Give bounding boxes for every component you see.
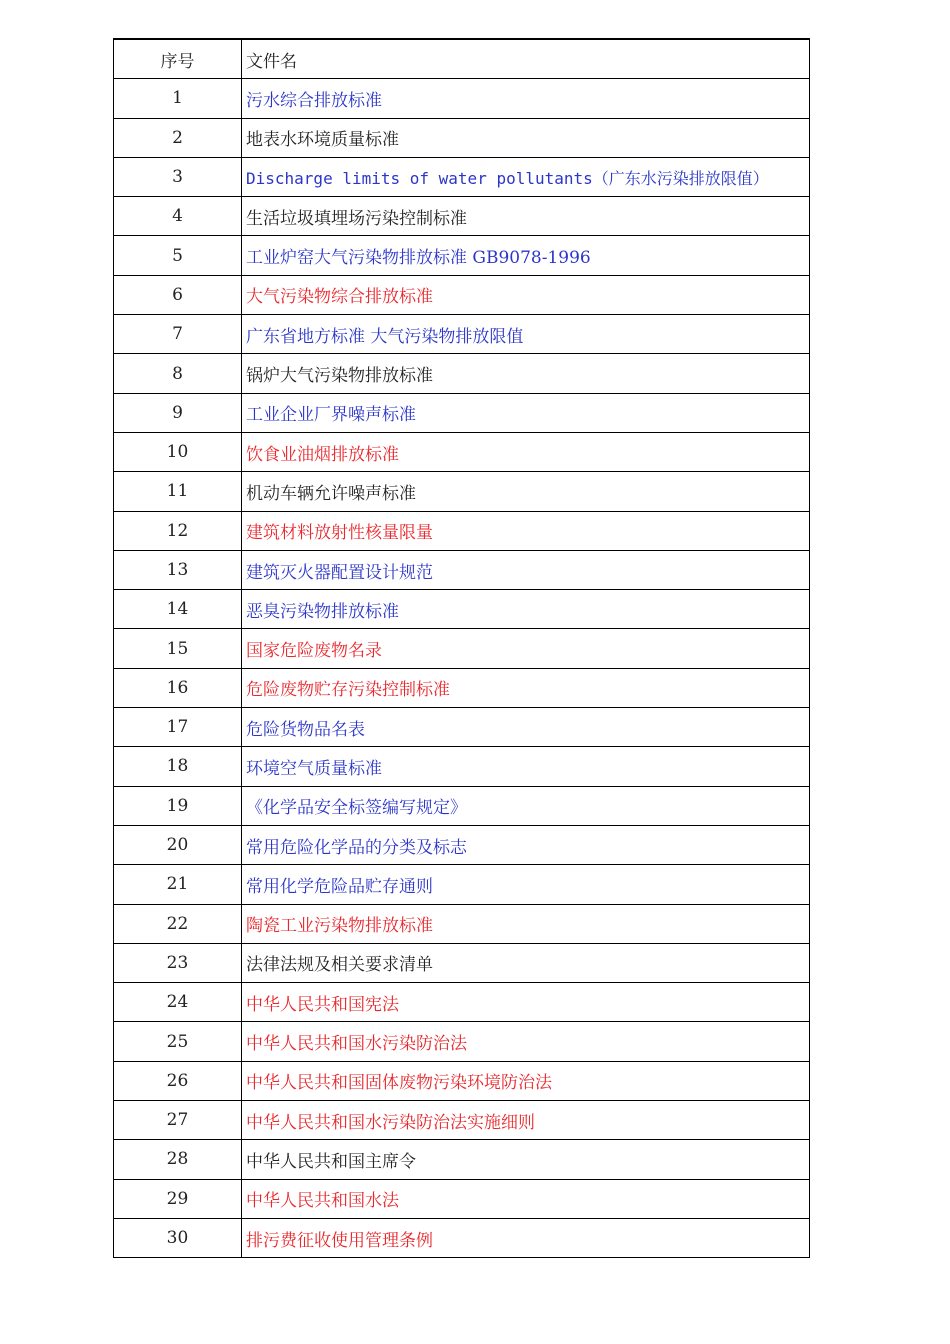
file-name-link: 中华人民共和国主席令 — [242, 1140, 810, 1179]
table-header-row — [114, 39, 810, 79]
table-row — [114, 472, 810, 511]
row-number: 16 — [114, 668, 242, 707]
row-number: 28 — [114, 1140, 242, 1179]
file-name-link[interactable]: 排污费征收使用管理条例 — [242, 1218, 810, 1257]
table-row — [114, 1061, 810, 1100]
file-name-link[interactable]: 中华人民共和国宪法 — [242, 983, 810, 1022]
file-name-link[interactable]: 工业炉窑大气污染物排放标准 GB9078-1996 — [242, 236, 810, 275]
table-row — [114, 197, 810, 236]
file-name-link[interactable]: 中华人民共和国固体废物污染环境防治法 — [242, 1061, 810, 1100]
file-list-body — [114, 39, 810, 1258]
file-name-link[interactable]: 中华人民共和国水污染防治法实施细则 — [242, 1101, 810, 1140]
file-name-link[interactable]: 建筑材料放射性核量限量 — [242, 511, 810, 550]
table-row — [114, 668, 810, 707]
table-row — [114, 629, 810, 668]
row-number: 11 — [114, 472, 242, 511]
table-row — [114, 1140, 810, 1179]
file-name-link: 法律法规及相关要求清单 — [242, 943, 810, 982]
file-name-link[interactable]: 建筑灭火器配置设计规范 — [242, 550, 810, 589]
file-name-link[interactable]: 广东省地方标准 大气污染物排放限值 — [242, 315, 810, 354]
file-name-link[interactable]: 中华人民共和国水法 — [242, 1179, 810, 1218]
table-row — [114, 1022, 810, 1061]
table-row — [114, 825, 810, 864]
row-number: 13 — [114, 550, 242, 589]
file-name-link[interactable]: 危险废物贮存污染控制标准 — [242, 668, 810, 707]
row-number: 25 — [114, 1022, 242, 1061]
row-number: 23 — [114, 943, 242, 982]
table-row — [114, 432, 810, 471]
file-name-link[interactable]: 国家危险废物名录 — [242, 629, 810, 668]
table-row — [114, 904, 810, 943]
row-number: 3 — [114, 157, 242, 196]
row-number: 18 — [114, 747, 242, 786]
table-row — [114, 590, 810, 629]
file-name-link[interactable]: 常用化学危险品贮存通则 — [242, 865, 810, 904]
file-name-link[interactable]: 中华人民共和国水污染防治法 — [242, 1022, 810, 1061]
file-name-link[interactable]: 工业企业厂界噪声标准 — [242, 393, 810, 432]
table-row — [114, 1218, 810, 1257]
row-number: 6 — [114, 275, 242, 314]
file-name-link: 地表水环境质量标准 — [242, 118, 810, 157]
header-number: 序号 — [114, 39, 242, 79]
row-number: 9 — [114, 393, 242, 432]
table-row — [114, 354, 810, 393]
row-number: 30 — [114, 1218, 242, 1257]
row-number: 22 — [114, 904, 242, 943]
table-row — [114, 236, 810, 275]
row-number: 8 — [114, 354, 242, 393]
table-row — [114, 550, 810, 589]
row-number: 4 — [114, 197, 242, 236]
row-number: 1 — [114, 79, 242, 118]
row-number: 26 — [114, 1061, 242, 1100]
row-number: 20 — [114, 825, 242, 864]
row-number: 15 — [114, 629, 242, 668]
row-number: 12 — [114, 511, 242, 550]
row-number: 27 — [114, 1101, 242, 1140]
row-number: 19 — [114, 786, 242, 825]
row-number: 10 — [114, 432, 242, 471]
file-name-link[interactable]: 大气污染物综合排放标准 — [242, 275, 810, 314]
table-row — [114, 511, 810, 550]
file-name-link[interactable]: Discharge limits of water pollutants（广东水污染排放限值） — [242, 157, 810, 196]
table-row — [114, 1179, 810, 1218]
table-row — [114, 79, 810, 118]
table-row — [114, 1101, 810, 1140]
table-row — [114, 275, 810, 314]
table-row — [114, 786, 810, 825]
table-row — [114, 983, 810, 1022]
header-filename: 文件名 — [242, 39, 810, 79]
file-name-link[interactable]: 恶臭污染物排放标准 — [242, 590, 810, 629]
table-row — [114, 865, 810, 904]
file-name-link[interactable]: 污水综合排放标准 — [242, 79, 810, 118]
file-name-link: 生活垃圾填埋场污染控制标准 — [242, 197, 810, 236]
file-name-link[interactable]: 《化学品安全标签编写规定》 — [242, 786, 810, 825]
row-number: 2 — [114, 118, 242, 157]
row-number: 7 — [114, 315, 242, 354]
file-name-link[interactable]: 常用危险化学品的分类及标志 — [242, 825, 810, 864]
table-row — [114, 708, 810, 747]
file-name-link[interactable]: 陶瓷工业污染物排放标准 — [242, 904, 810, 943]
file-name-link[interactable]: 环境空气质量标准 — [242, 747, 810, 786]
document-table-container — [113, 38, 809, 1258]
row-number: 29 — [114, 1179, 242, 1218]
file-name-link: 机动车辆允许噪声标准 — [242, 472, 810, 511]
table-row — [114, 315, 810, 354]
row-number: 14 — [114, 590, 242, 629]
row-number: 21 — [114, 865, 242, 904]
file-name-link[interactable]: 危险货物品名表 — [242, 708, 810, 747]
file-list-table — [113, 38, 810, 1258]
table-row — [114, 747, 810, 786]
row-number: 17 — [114, 708, 242, 747]
table-row — [114, 393, 810, 432]
row-number: 5 — [114, 236, 242, 275]
table-row — [114, 118, 810, 157]
file-name-link[interactable]: 饮食业油烟排放标准 — [242, 432, 810, 471]
file-name-link: 锅炉大气污染物排放标准 — [242, 354, 810, 393]
table-row — [114, 943, 810, 982]
table-row — [114, 157, 810, 196]
row-number: 24 — [114, 983, 242, 1022]
